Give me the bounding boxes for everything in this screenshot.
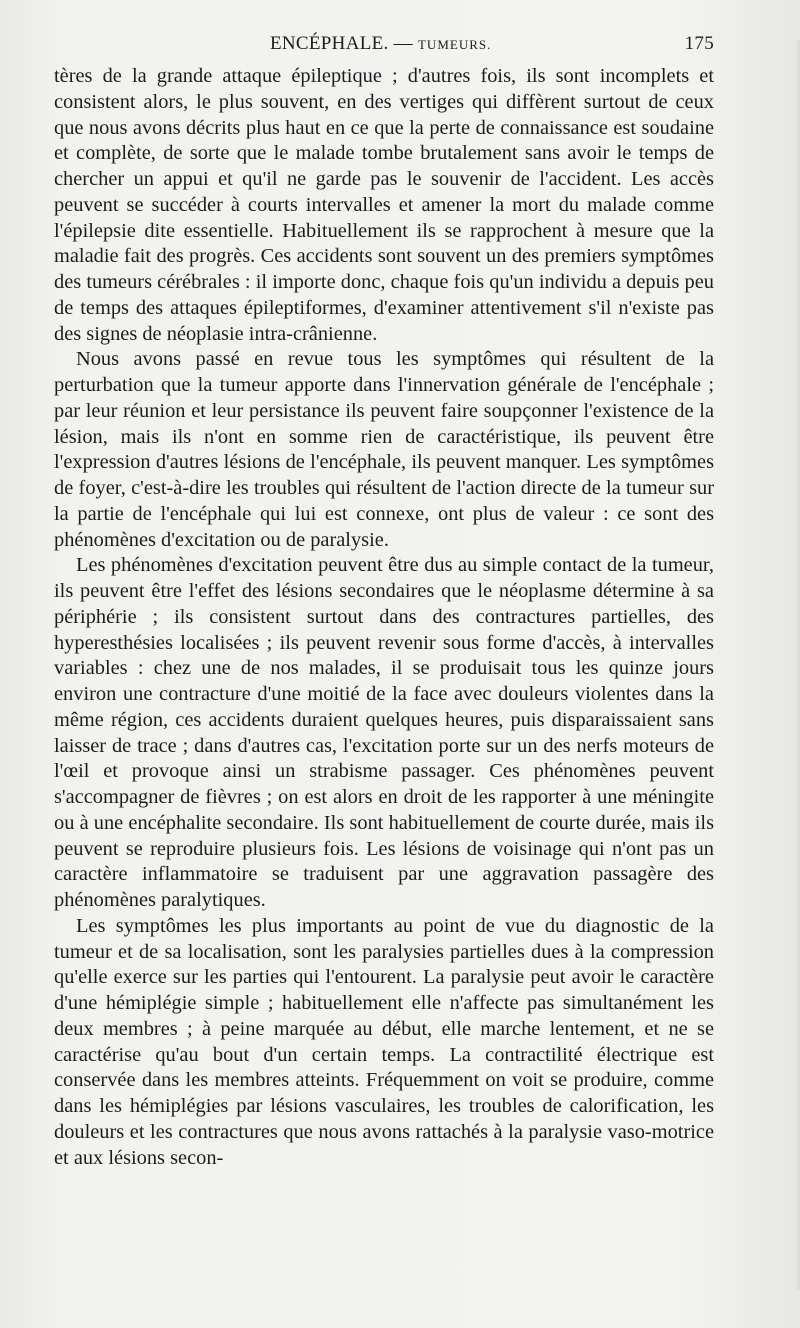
page-edge-shadow — [794, 40, 800, 1290]
page-number: 175 — [684, 33, 714, 54]
running-title-section: TUMEURS. — [417, 37, 492, 52]
paragraph-excitation: Les phénomènes d'excitation peuvent être dus au simple contact de la tumeur, ils peuvent être l'effet des lésions secondaires que le néoplasme détermine à sa périphérie ; ils consistent surtout dans des contractures partielles, des hyperesthésies localisées ; ils peuvent revenir sous forme d'accès, à intervalles variables : chez une de nos malades, il se produisait tous les quinze jours environ une contracture d'une moitié de la face avec douleurs violentes dans la même région, ces accidents duraient quelques heures, puis disparaissaient sans laisser de trace ; dans d'autres cas, l'excitation porte sur un des nerfs moteurs de l'œil et provoque ainsi un strabisme passager. Ces phénomènes peuvent s'accompagner de fièvres ; on est alors en droit de les rapporter à une méningite ou à une encéphalite secondaire. Ils sont habituellement de courte durée, mais ils peuvent se reproduire plusieurs fois. Les lésions de voisinage qui n'ont pas un caractère inflammatoire se traduisent par une aggravation passagère des phénomènes paralytiques. — [54, 554, 714, 911]
running-title — [270, 33, 491, 55]
running-title-main: ENCÉPHALE. — — [270, 33, 418, 54]
paragraph-continuation: tères de la grande attaque épileptique ; d'autres fois, ils sont incomplets et consistent alors, le plus souvent, en des vertiges qui diffèrent surtout de ceux que nous avons décrits plus haut en ce que la perte de connaissance est soudaine et complète, de sorte que le malade tombe brutalement sans avoir le temps de chercher un appui et qu'il ne garde pas le souvenir de l'accident. Les accès peuvent se succéder à courts intervalles et amener la mort du malade comme l'épilepsie dite essentielle. Habituellement ils se rapprochent à mesure que la maladie fait des progrès. Ces accidents sont souvent un des premiers symptômes des tumeurs cérébrales : il importe donc, chaque fois qu'un individu a depuis peu de temps des attaques épileptiformes, d'examiner attentivement s'il n'existe pas des signes de néoplasie intra-crânienne. — [54, 65, 714, 345]
body-text — [54, 64, 714, 1171]
running-head — [54, 33, 714, 59]
paragraph-paralysis: Les symptômes les plus importants au point de vue du diagnostic de la tumeur et de sa localisation, sont les paralysies partielles dues à la compression qu'elle exerce sur les parties qui l'entourent. La paralysie peut avoir le caractère d'une hémiplégie simple ; habituellement elle n'affecte pas simultanément les deux membres ; à peine marquée au début, elle marche lentement, et ne se caractérise qu'au bout d'un certain temps. La contractilité électrique est conservée dans les membres atteints. Fréquemment on voit se produire, comme dans les hémiplégies par lésions vasculaires, les troubles de calorification, les douleurs et les contractures que nous avons rattachés à la paralysie vaso-motrice et aux lésions secon- — [54, 914, 714, 1169]
paragraph-symptoms-overview: Nous avons passé en revue tous les symptômes qui résultent de la perturbation que la tumeur apporte dans l'innervation générale de l'encéphale ; par leur réunion et leur persistance ils peuvent faire soupçonner l'existence de la lésion, mais ils n'ont en somme rien de caractéristique, ils peuvent être l'expression d'autres lésions de l'encéphale, ils peuvent manquer. Les symptômes de foyer, c'est-à-dire les troubles qui résultent de l'action directe de la tumeur sur la partie de l'encéphale qui lui est connexe, ont plus de valeur : ce sont des phénomènes d'excitation ou de paralysie. — [54, 348, 714, 551]
